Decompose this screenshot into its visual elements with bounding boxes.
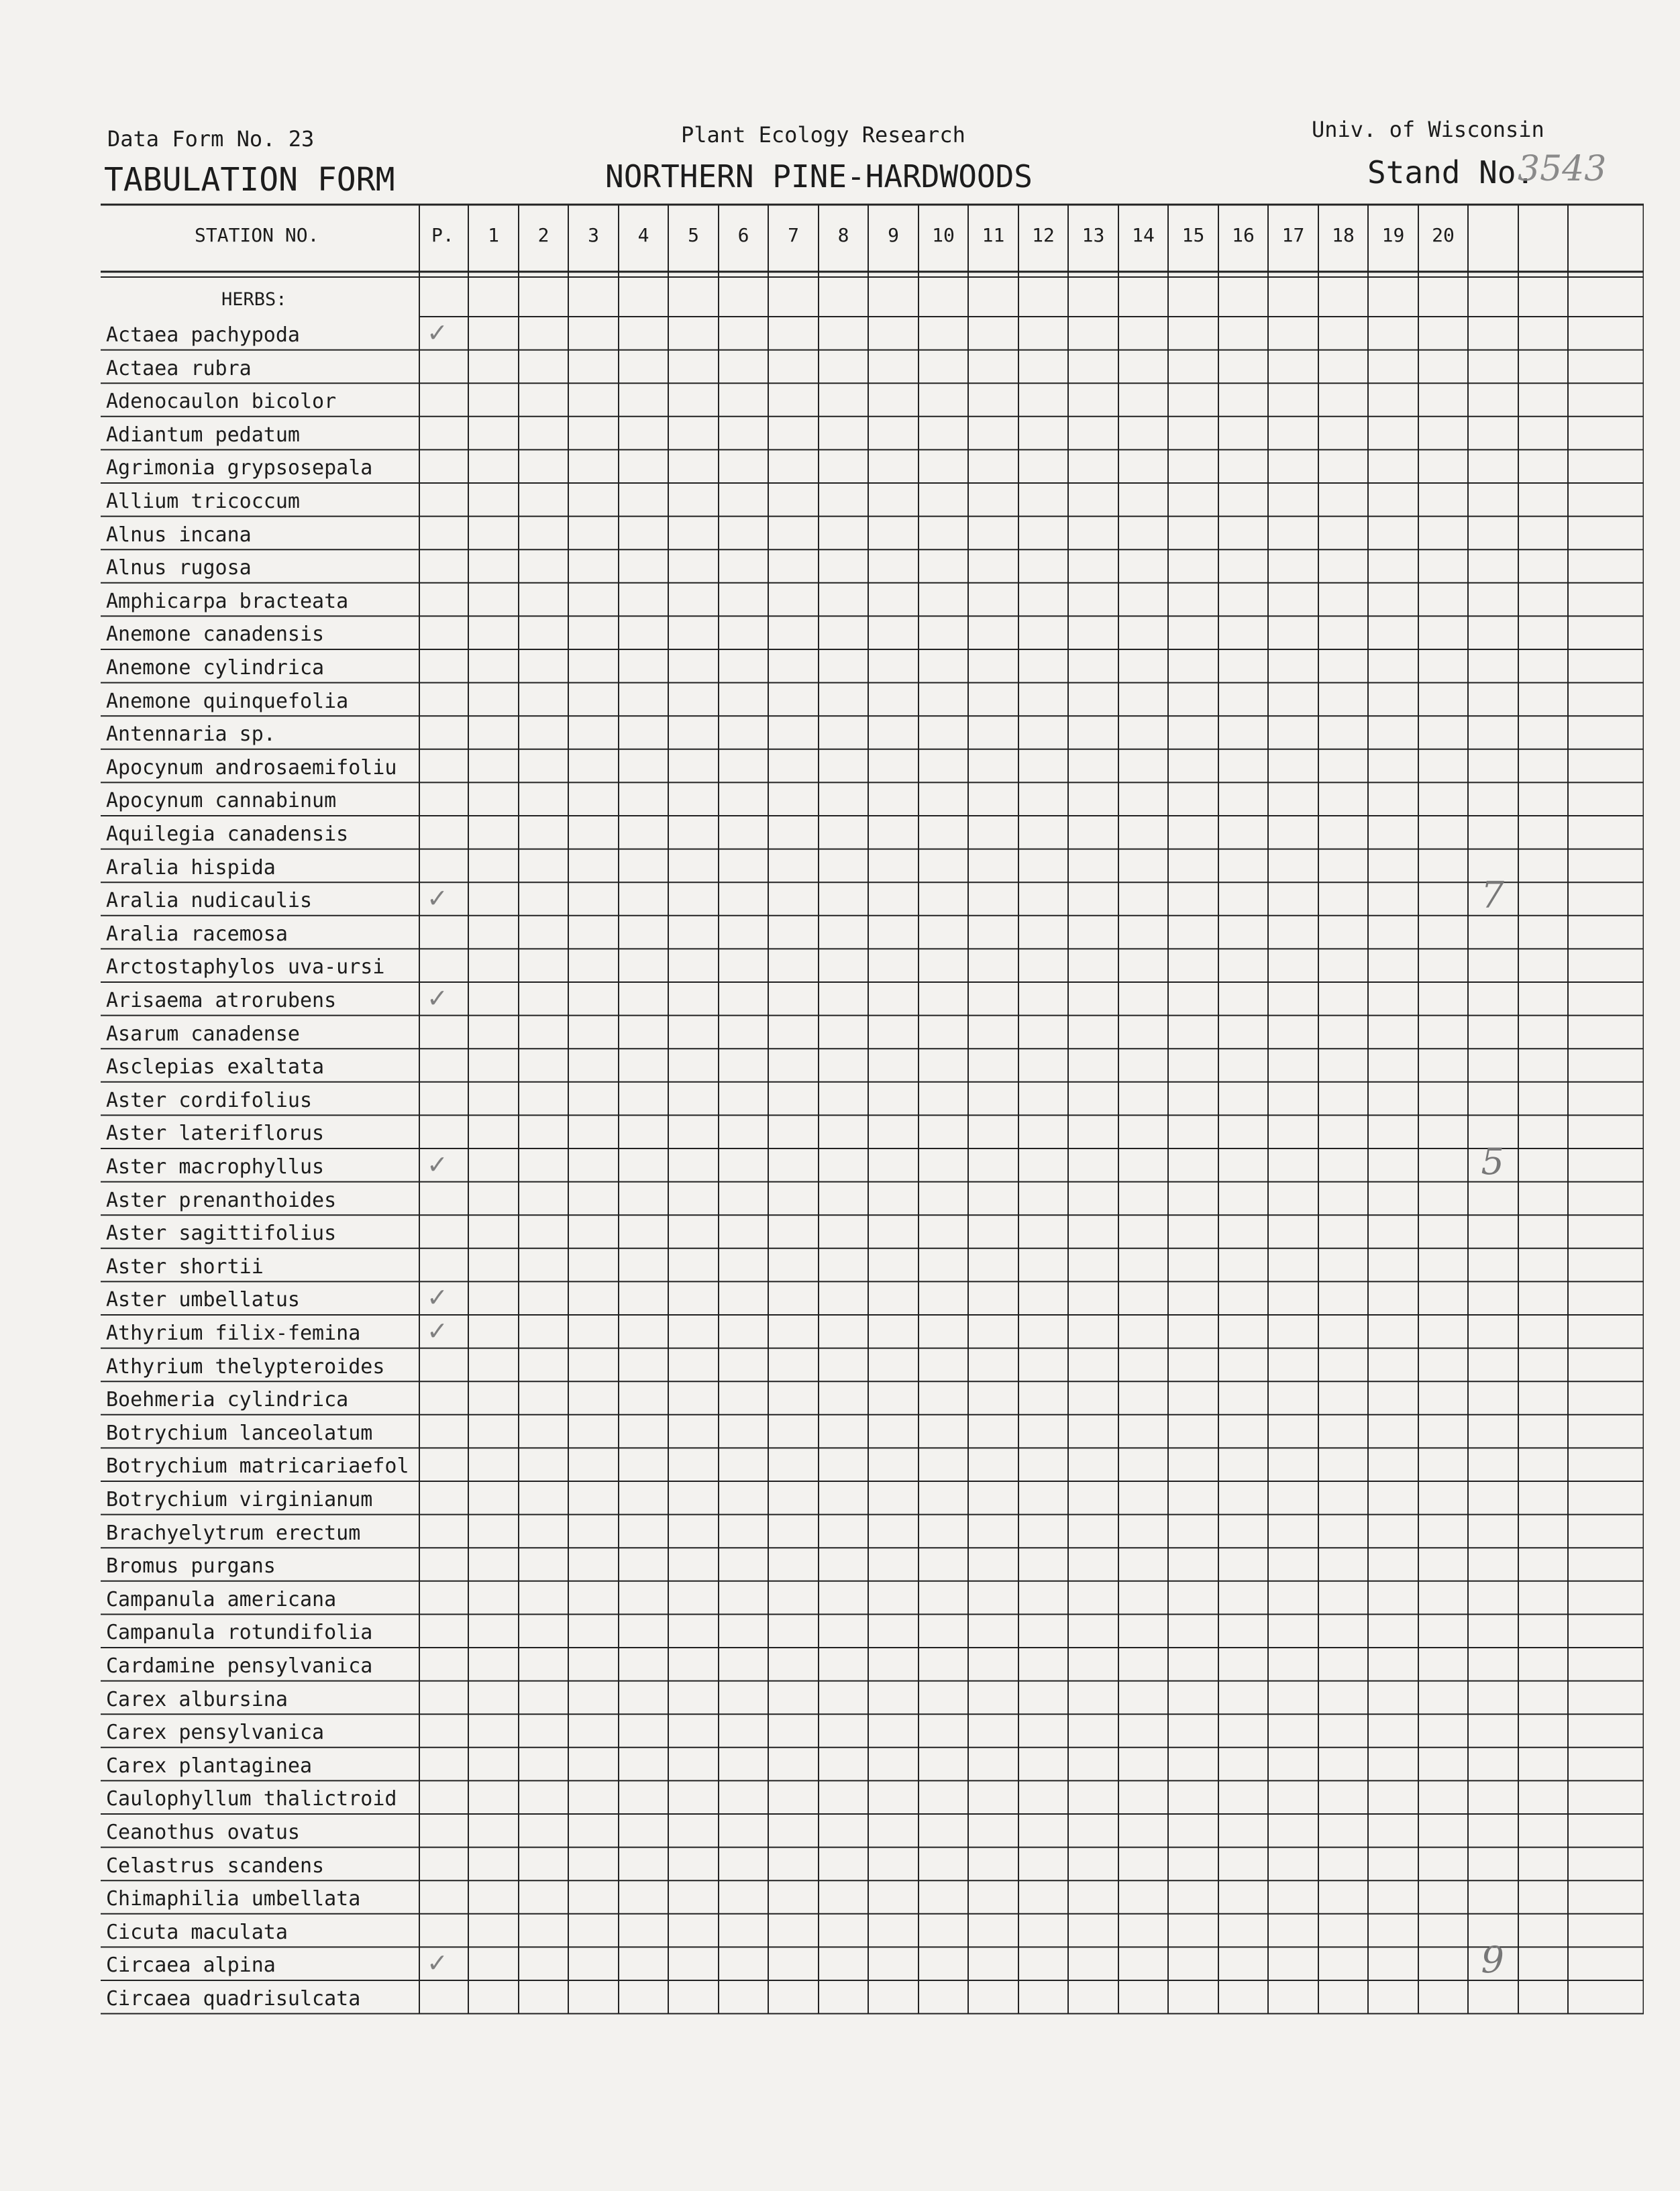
station-number-17: 17 xyxy=(1281,224,1305,246)
presence-check-mark: ✓ xyxy=(427,1150,448,1179)
species-name: Cardamine pensylvanica xyxy=(106,1654,373,1678)
handwritten-value: 7 xyxy=(1481,874,1504,917)
species-name: Anemone canadensis xyxy=(106,623,325,647)
species-name: Aralia nudicaulis xyxy=(106,889,313,913)
community-title: NORTHERN PINE-HARDWOODS xyxy=(605,158,1033,195)
station-number-2: 2 xyxy=(537,224,549,246)
station-number-10: 10 xyxy=(932,224,955,246)
species-name: Aralia racemosa xyxy=(106,922,288,946)
species-name: Aralia hispida xyxy=(106,855,276,879)
species-name: Amphicarpa bracteata xyxy=(106,589,349,613)
species-name: Aster sagittifolius xyxy=(106,1222,337,1246)
species-name: Chimaphilia umbellata xyxy=(106,1887,361,1911)
station-number-5: 5 xyxy=(688,224,699,246)
species-name: Anemone cylindrica xyxy=(106,656,325,680)
species-name: Asclepias exaltata xyxy=(106,1055,325,1079)
station-number-12: 12 xyxy=(1032,224,1055,246)
stand-number-value: 3543 xyxy=(1518,149,1607,189)
species-name: Campanula americana xyxy=(106,1587,337,1611)
species-name: Agrimonia grypsosepala xyxy=(106,456,373,480)
species-name: Allium tricoccum xyxy=(106,490,300,513)
species-name: Botrychium lanceolatum xyxy=(106,1421,373,1445)
species-name: Actaea pachypoda xyxy=(106,323,300,347)
station-number-20: 20 xyxy=(1432,224,1455,246)
handwritten-value: 5 xyxy=(1481,1140,1504,1183)
species-name: Alnus incana xyxy=(106,523,252,547)
species-name: Athyrium filix-femina xyxy=(106,1322,361,1345)
presence-check-mark: ✓ xyxy=(427,1283,448,1313)
station-number-16: 16 xyxy=(1232,224,1255,246)
species-name: Aster cordifolius xyxy=(106,1088,313,1112)
station-number-3: 3 xyxy=(588,224,599,246)
form-title: TABULATION FORM xyxy=(104,161,395,199)
handwritten-value: 9 xyxy=(1481,1939,1504,1982)
species-name: Actaea rubra xyxy=(106,356,252,380)
species-name: Apocynum cannabinum xyxy=(106,789,337,813)
species-name: Caulophyllum thalictroid xyxy=(106,1787,397,1811)
presence-check-mark: ✓ xyxy=(427,1316,448,1346)
species-name: Botrychium matricariaefol xyxy=(106,1454,409,1479)
section-label-herbs: HERBS: xyxy=(221,289,287,310)
station-number-18: 18 xyxy=(1332,224,1355,246)
species-name: Arisaema atrorubens xyxy=(106,989,337,1012)
species-name: Aster umbellatus xyxy=(106,1288,300,1312)
station-number-4: 4 xyxy=(637,224,649,246)
species-name: Boehmeria cylindrica xyxy=(106,1388,349,1412)
species-name: Carex pensylvanica xyxy=(106,1721,325,1745)
species-name: Aster prenanthoides xyxy=(106,1188,337,1212)
station-number-headers xyxy=(488,224,1455,246)
species-name: Circaea alpina xyxy=(106,1954,276,1978)
species-name: Adiantum pedatum xyxy=(106,423,300,447)
station-number-8: 8 xyxy=(837,224,849,246)
station-number-14: 14 xyxy=(1132,224,1155,246)
species-name: Cicuta maculata xyxy=(106,1920,288,1944)
station-number-7: 7 xyxy=(788,224,799,246)
species-name: Carex albursina xyxy=(106,1687,288,1711)
species-name: Athyrium thelypteroides xyxy=(106,1354,385,1379)
program-name: Plant Ecology Research xyxy=(681,122,965,148)
station-number-19: 19 xyxy=(1381,224,1405,246)
species-name: Celastrus scandens xyxy=(106,1854,325,1878)
species-name: Bromus purgans xyxy=(106,1554,276,1579)
station-number-6: 6 xyxy=(737,224,749,246)
presence-check-mark: ✓ xyxy=(427,983,448,1013)
species-name: Brachyelytrum erectum xyxy=(106,1521,361,1545)
species-name: Ceanothus ovatus xyxy=(106,1821,300,1844)
species-name: Aster shortii xyxy=(106,1254,264,1279)
station-number-11: 11 xyxy=(982,224,1005,246)
species-name: Alnus rugosa xyxy=(106,556,252,580)
species-name: Arctostaphylos uva-ursi xyxy=(106,955,385,979)
species-name: Circaea quadrisulcata xyxy=(106,1987,361,2011)
species-name: Asarum canadense xyxy=(106,1022,300,1046)
species-name: Aquilegia canadensis xyxy=(106,822,349,846)
station-number-15: 15 xyxy=(1182,224,1205,246)
presence-check-mark: ✓ xyxy=(427,884,448,914)
station-number-1: 1 xyxy=(488,224,499,246)
species-name: Anemone quinquefolia xyxy=(106,689,349,713)
species-name: Adenocaulon bicolor xyxy=(106,390,337,414)
station-number-9: 9 xyxy=(888,224,899,246)
form-number: Data Form No. 23 xyxy=(107,126,315,152)
presence-check-mark: ✓ xyxy=(427,318,448,348)
station-no-header: STATION NO. xyxy=(195,224,319,246)
species-name: Antennaria sp. xyxy=(106,723,276,747)
presence-check-mark: ✓ xyxy=(427,1948,448,1978)
species-name: Botrychium virginianum xyxy=(106,1488,373,1511)
species-name: Aster lateriflorus xyxy=(106,1122,325,1146)
species-name: Aster macrophyllus xyxy=(106,1155,325,1179)
species-name: Carex plantaginea xyxy=(106,1754,313,1778)
institution-name: Univ. of Wisconsin xyxy=(1312,117,1544,142)
species-name: Campanula rotundifolia xyxy=(106,1621,373,1645)
station-number-13: 13 xyxy=(1082,224,1105,246)
stand-number-label: Stand No. xyxy=(1367,154,1535,191)
species-name: Apocynum androsaemifoliu xyxy=(106,755,397,780)
presence-column-header: P. xyxy=(431,224,454,246)
